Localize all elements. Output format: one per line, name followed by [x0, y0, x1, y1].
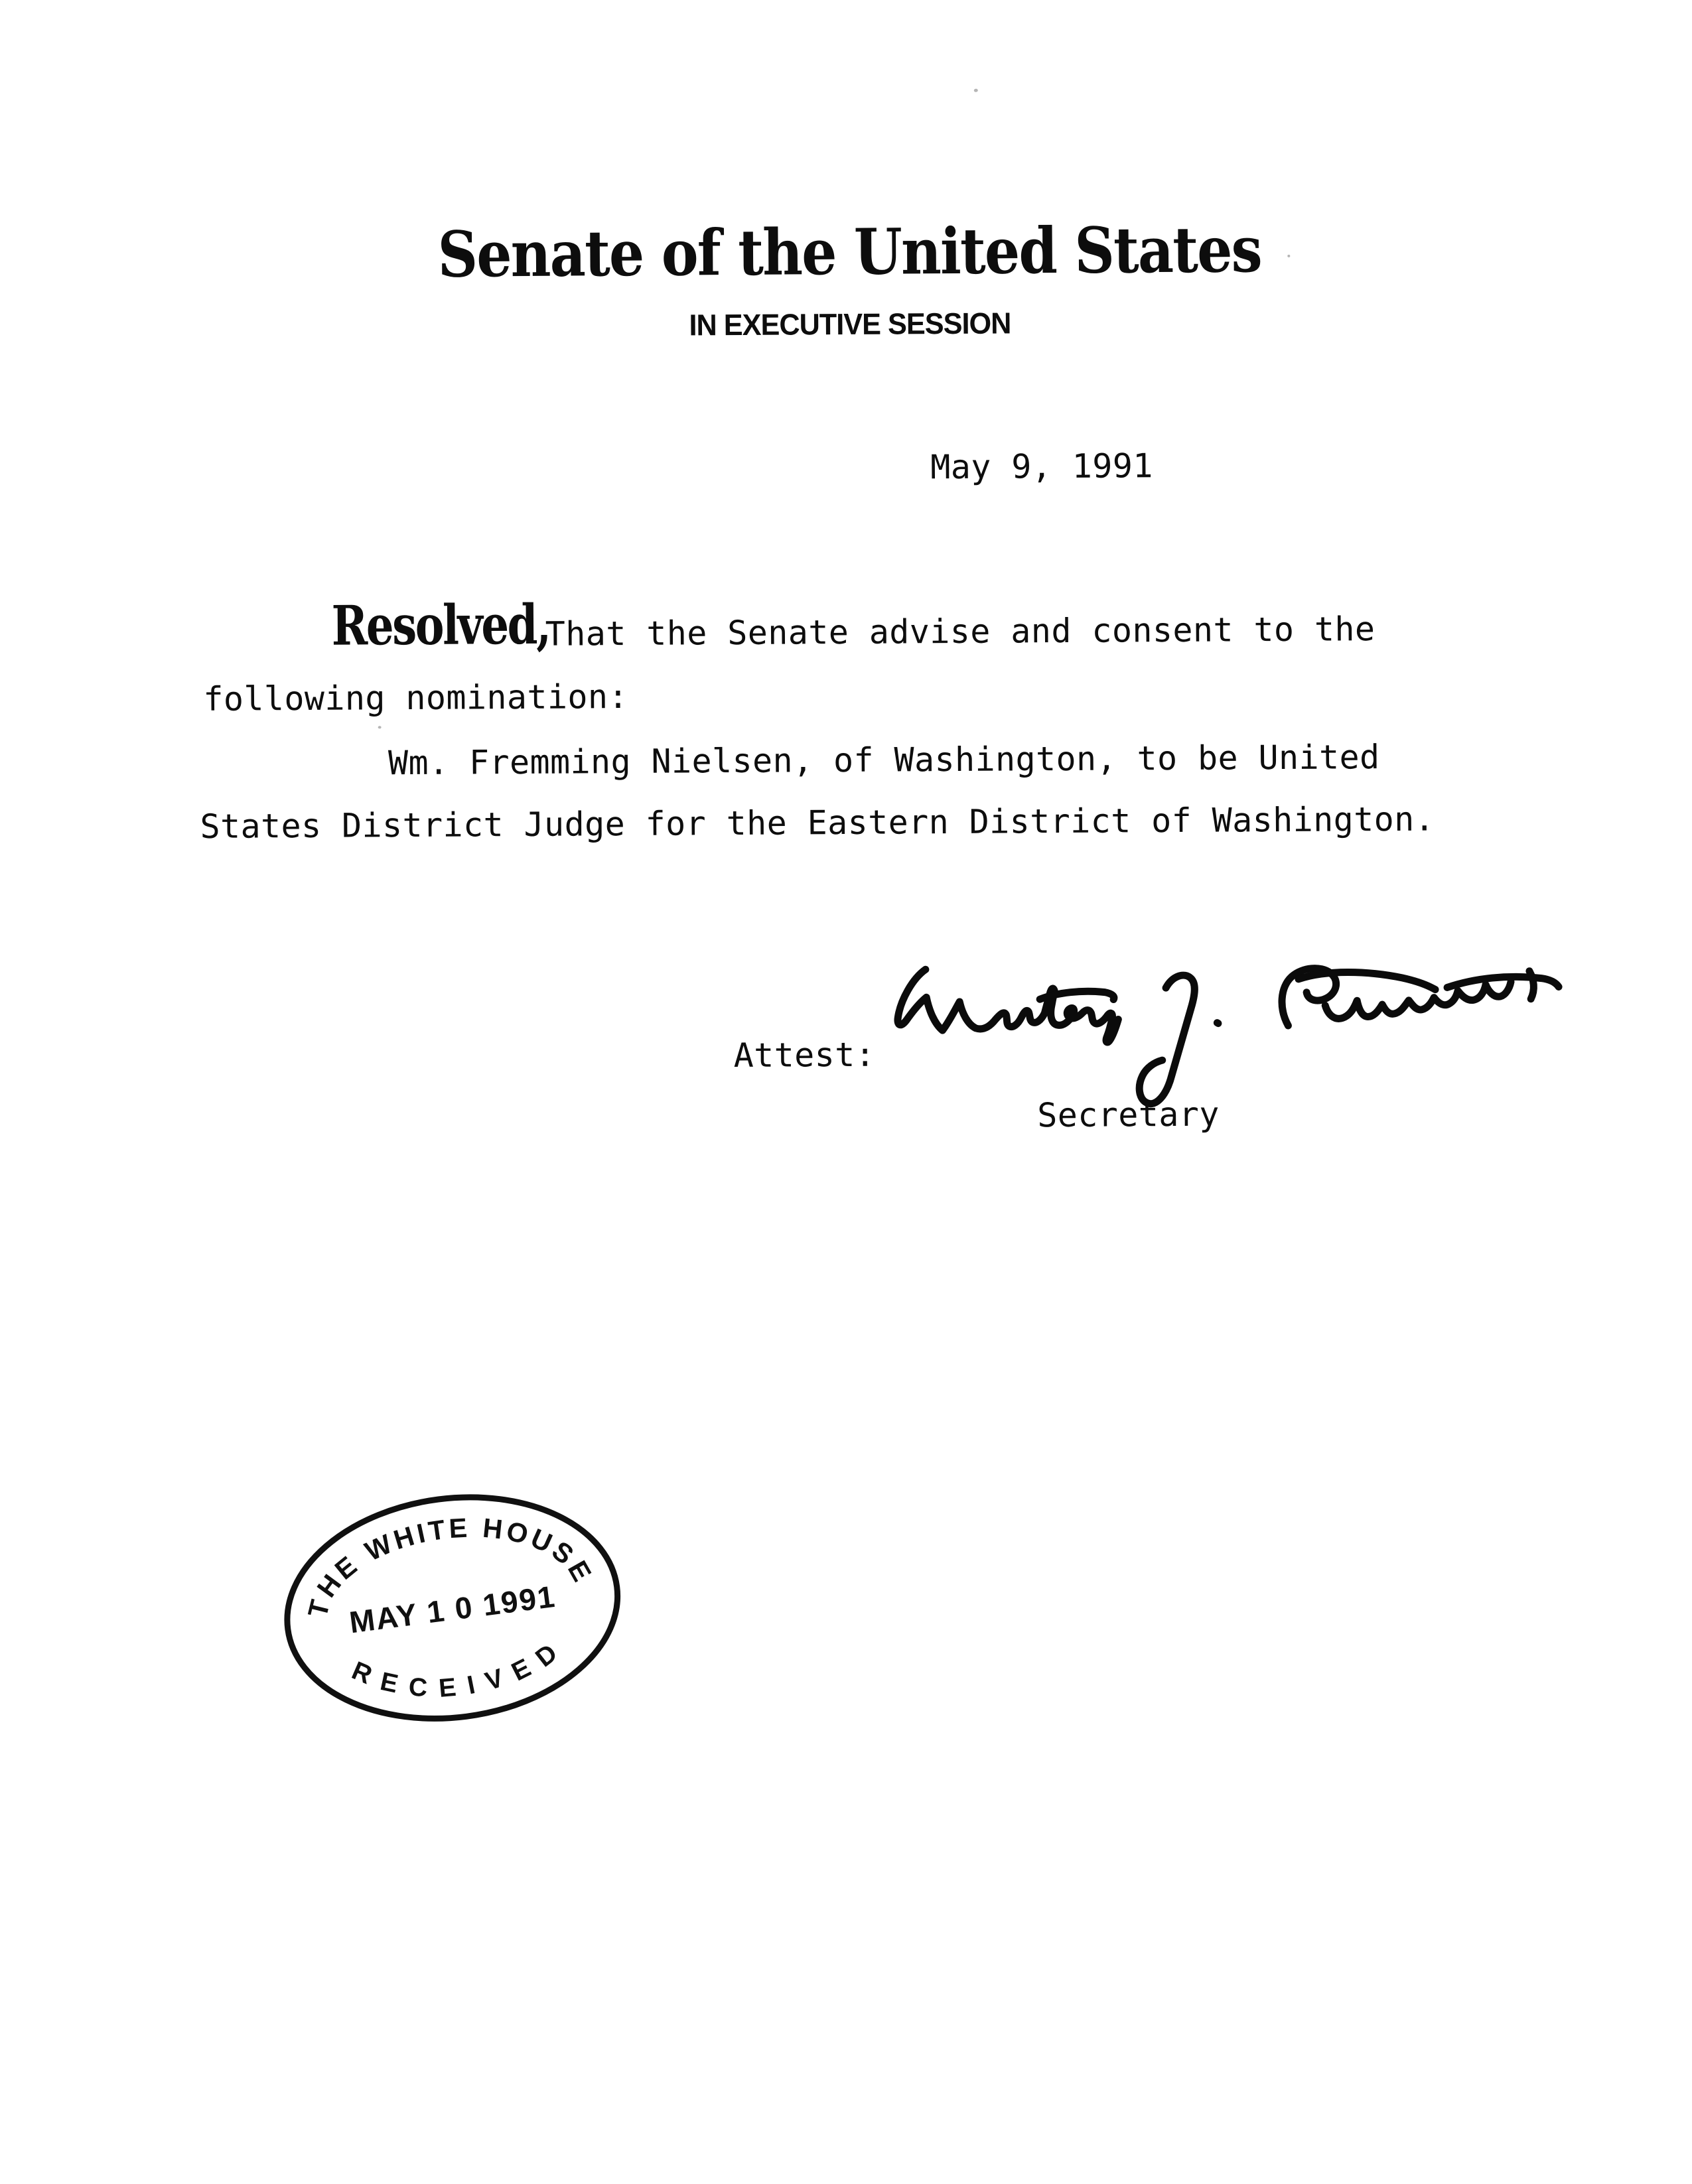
secretary-label: Secretary	[1037, 1095, 1220, 1135]
stamp-top-text: THE WHITE HOUSE	[302, 1512, 599, 1621]
nomination-line-1: Wm. Fremming Nielsen, of Washington, to be United	[388, 738, 1380, 783]
received-stamp	[259, 1469, 646, 1750]
resolved-word: Resolved,	[331, 592, 550, 658]
signature-stroke-stewart-letters	[1325, 982, 1511, 1019]
attest-label: Attest:	[733, 1035, 876, 1075]
date-line: May 9, 1991	[930, 446, 1153, 487]
stamp-date-text: MAY 1 0 1991	[347, 1578, 558, 1640]
resolved-clause: That the Senate advise and consent to the	[545, 610, 1375, 653]
stamp-bottom-text: RECEIVED	[347, 1631, 573, 1704]
scan-speckle	[1287, 255, 1290, 257]
scan-speckle	[378, 726, 382, 728]
session-subtitle: IN EXECUTIVE SESSION	[689, 306, 1011, 342]
signature-stroke-j	[1139, 975, 1195, 1104]
signature-stroke-stewart-cross	[1447, 977, 1559, 988]
scan-speckle	[974, 89, 978, 92]
secretary-signature	[882, 943, 1586, 1126]
stamp-bottom-text-line	[344, 1629, 577, 1716]
signature-stroke-stewart-top	[1299, 972, 1435, 990]
signature-stroke-tcross	[1040, 991, 1114, 1000]
nomination-line-2: States District Judge for the Eastern District of Washington.	[200, 799, 1435, 846]
document-title: Senate of the United States	[437, 213, 1262, 292]
signature-stroke-final-hook	[1529, 971, 1534, 999]
signature-stroke-walter	[898, 968, 1119, 1043]
signature-stroke-j-dot	[1217, 1023, 1218, 1024]
following-nomination-line: following nomination:	[203, 677, 629, 718]
